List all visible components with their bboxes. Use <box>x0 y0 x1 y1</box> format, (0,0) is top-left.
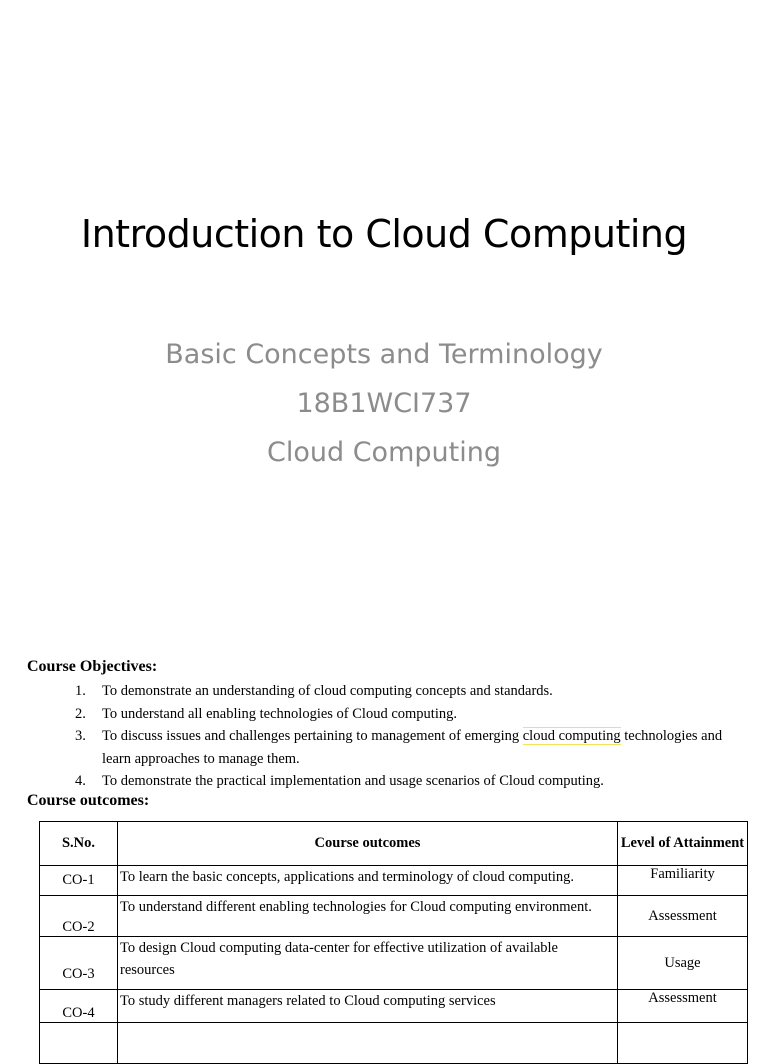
table-header-row <box>40 822 748 866</box>
objective-item <box>75 725 745 770</box>
objective-item <box>75 770 745 793</box>
level-cell: Usage <box>618 937 748 990</box>
column-header: Level of Attainment <box>618 822 748 866</box>
sno-cell: CO-4 <box>40 990 118 1023</box>
level-cell: Familiarity <box>618 866 748 896</box>
objectives-heading: Course Objectives: <box>27 658 158 675</box>
objective-number: 4. <box>75 773 86 789</box>
sno-cell: CO-2 <box>40 896 118 937</box>
slide-subtitle <box>0 330 768 477</box>
level-cell: Assessment <box>618 896 748 937</box>
outcome-cell: To learn the basic concepts, applications and terminology of cloud computing. <box>118 866 618 896</box>
outcomes-heading: Course outcomes: <box>27 792 150 809</box>
sno-cell <box>40 1023 118 1064</box>
table-row <box>40 937 748 990</box>
sno-cell: CO-3 <box>40 937 118 990</box>
objective-text: To discuss issues and challenges pertaining to management of emerging <box>102 728 523 744</box>
outcome-cell: To study different managers related to Cloud computing services <box>118 990 618 1023</box>
course-document <box>0 652 768 1024</box>
subtitle-line: Cloud Computing <box>267 437 501 468</box>
objective-text: To understand all enabling technologies of Cloud computing. <box>102 705 457 722</box>
table-row <box>40 1023 748 1064</box>
subtitle-line: 18B1WCI737 <box>296 388 472 419</box>
course-outcomes-table <box>39 821 748 1064</box>
level-cell <box>618 1023 748 1064</box>
table-row <box>40 866 748 896</box>
level-cell: Assessment <box>618 990 748 1023</box>
objective-text: To demonstrate an understanding of cloud computing concepts and standards. <box>102 683 553 699</box>
objective-number: 3. <box>75 728 86 744</box>
objective-number: 2. <box>75 705 86 722</box>
table-row <box>40 990 748 1023</box>
column-header: Course outcomes <box>118 822 618 866</box>
slide-title: Introduction to Cloud Computing <box>80 212 688 256</box>
sno-cell: CO-1 <box>40 866 118 896</box>
objective-text: technologies and learn approaches to manage them. <box>102 728 723 767</box>
objectives-list <box>75 680 745 793</box>
outcome-cell: To design Cloud computing data-center for effective utilization of available resources <box>118 937 618 990</box>
highlighted-text: cloud computing <box>522 728 621 744</box>
column-header: S.No. <box>40 822 118 866</box>
objective-number: 1. <box>75 683 86 699</box>
outcome-cell: To understand different enabling technologies for Cloud computing environment. <box>118 896 618 937</box>
subtitle-line: Basic Concepts and Terminology <box>165 339 603 370</box>
outcome-cell <box>118 1023 618 1064</box>
objective-item <box>75 703 745 726</box>
table-row <box>40 896 748 937</box>
objective-item <box>75 680 745 703</box>
objective-text: To demonstrate the practical implementation and usage scenarios of Cloud computing. <box>102 773 604 789</box>
